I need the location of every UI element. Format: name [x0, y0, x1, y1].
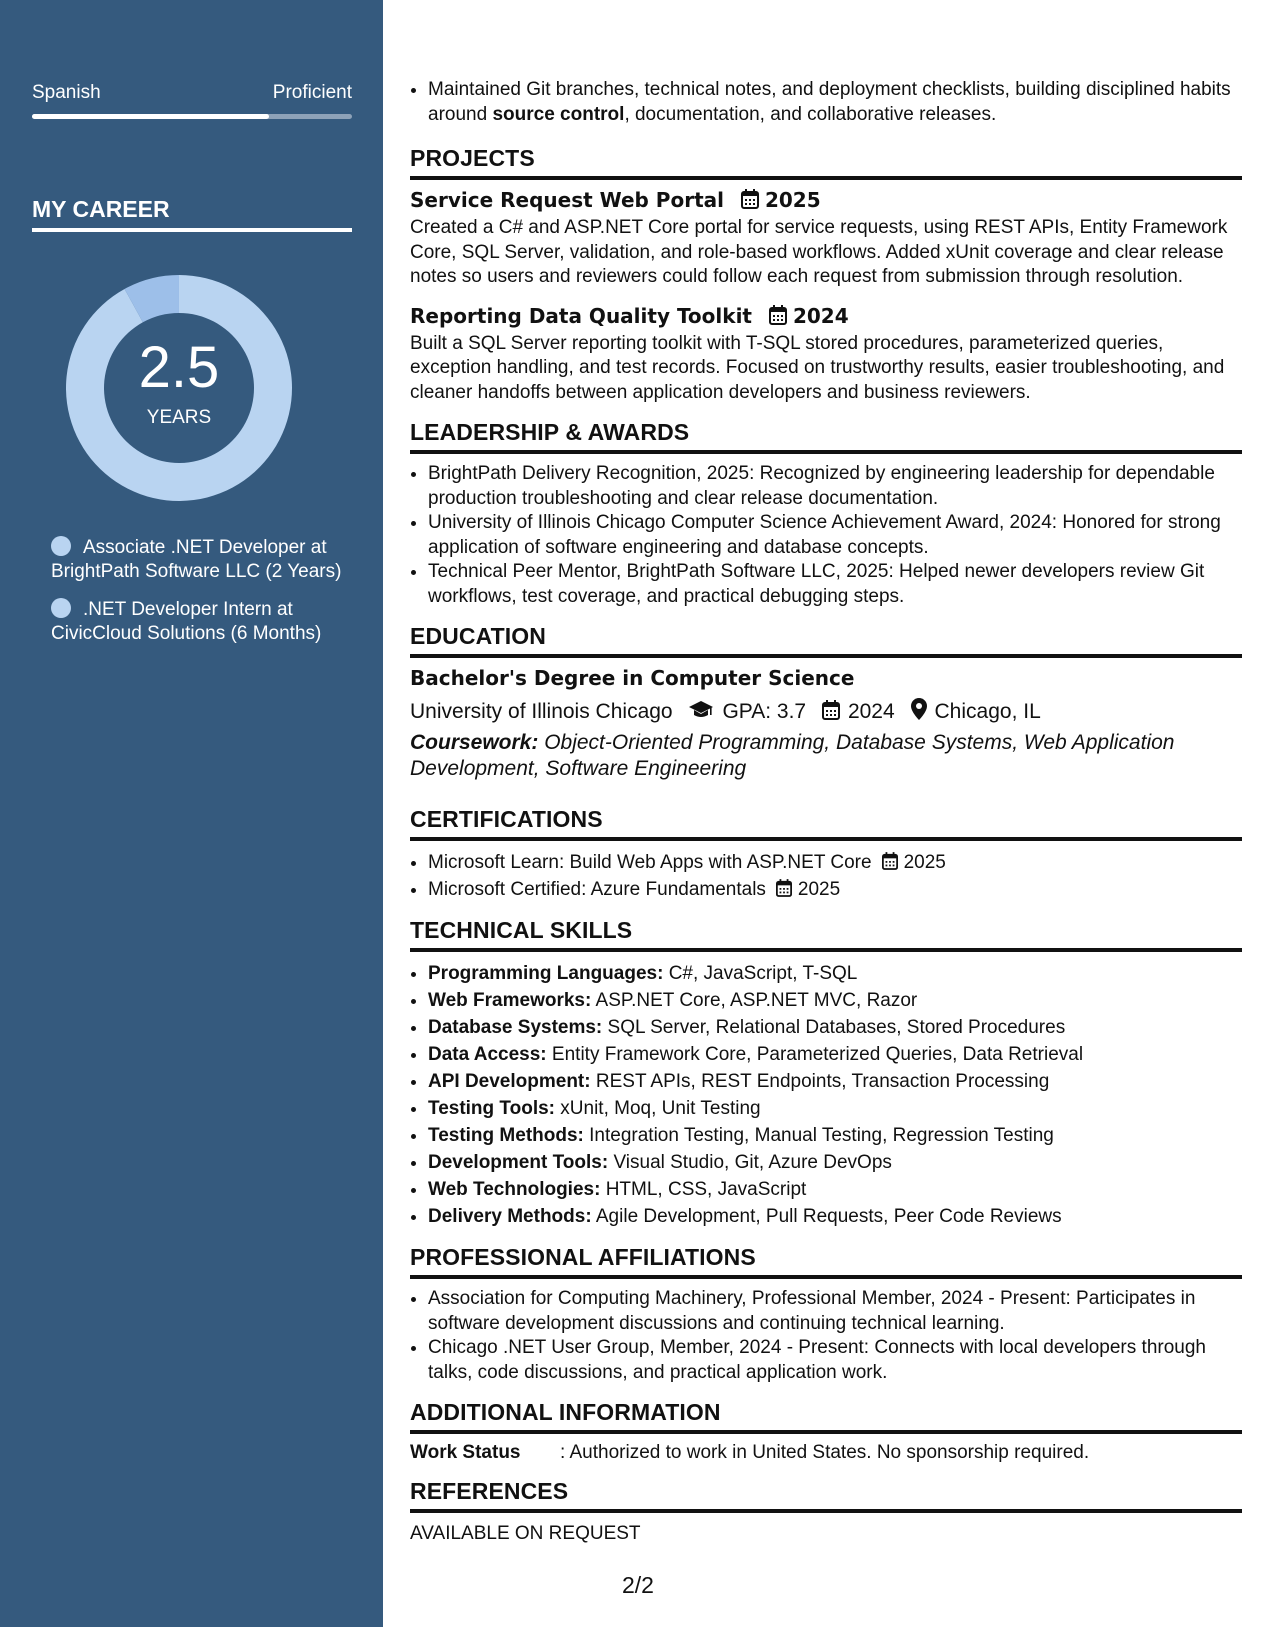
project-description: Created a C# and ASP.NET Core portal for service requests, using REST APIs, Entity Framework Core, SQL Server, validation, and role-based workflows. Added xUnit coverage and clear release notes so users and reviewers could follow each request from submission through resolution. [410, 217, 1228, 287]
skill-value: C#, JavaScript, T-SQL [663, 963, 858, 984]
skill-label: Data Access: [428, 1044, 547, 1065]
coursework-label: Coursework: [410, 731, 539, 754]
skill-item [428, 1122, 1242, 1149]
skill-label: Database Systems: [428, 1017, 603, 1038]
skill-item [428, 987, 1242, 1014]
education-section [410, 609, 1242, 782]
skill-value: Integration Testing, Manual Testing, Regression Testing [583, 1125, 1054, 1146]
career-divider [32, 228, 352, 232]
affiliations-section [410, 1230, 1242, 1385]
list-item: • University of Illinois Chicago Computer Science Achievement Award, 2024: Honored for strong application of software engineering and database concepts. [428, 511, 1242, 560]
calendar-icon [769, 305, 787, 325]
certification-year: 2025 [903, 852, 946, 873]
skill-value: REST APIs, REST Endpoints, Transaction Processing [590, 1071, 1050, 1092]
list-item [428, 849, 1242, 876]
skill-item [428, 1041, 1242, 1068]
work-status-row [410, 1442, 1242, 1464]
references-text: AVAILABLE ON REQUEST [410, 1523, 641, 1544]
education-year: 2024 [847, 700, 895, 723]
main-content [410, 78, 1242, 1545]
bullet-dot-icon [51, 536, 71, 556]
leadership-list [410, 462, 1242, 609]
career-years-value: 2.5 [138, 335, 220, 400]
skill-label: Testing Tools: [428, 1098, 556, 1119]
skill-value: ASP.NET Core, ASP.NET MVC, Razor [591, 990, 918, 1011]
language-level: Proficient [272, 82, 352, 103]
skill-value: HTML, CSS, JavaScript [600, 1179, 807, 1200]
project-description: Built a SQL Server reporting toolkit with T-SQL stored procedures, parameterized queries, exception handling, and test records. Focused on trustworthy results, easier troubleshooting, and cleaner handoffs between application developers and business reviewers. [410, 332, 1225, 403]
career-years-donut [66, 275, 292, 501]
sidebar [0, 0, 383, 1627]
calendar-icon [776, 879, 792, 897]
certification-year: 2025 [797, 879, 841, 900]
certification-name: Microsoft Learn: Build Web Apps with ASP.NET Core [428, 852, 872, 873]
skill-value: Agile Development, Pull Requests, Peer Code Reviews [591, 1206, 1062, 1227]
experience-continued-list [410, 78, 1242, 127]
career-item-text: .NET Developer Intern at CivicCloud Solutions (6 Months) [51, 599, 322, 644]
section-title-education: EDUCATION [410, 609, 1242, 658]
certifications-section [410, 792, 1242, 903]
bullet-text: , documentation, and collaborative releases. [624, 103, 997, 125]
graduation-cap-icon [688, 700, 714, 720]
project-name: Reporting Data Quality Toolkit [410, 303, 752, 328]
language-proficiency-bar [32, 114, 352, 119]
career-list [51, 536, 351, 660]
list-item: • Technical Peer Mentor, BrightPath Software LLC, 2025: Helped newer developers review Git workflows, test coverage, and practical debugging steps. [428, 560, 1242, 609]
section-title-affiliations: PROFESSIONAL AFFILIATIONS [410, 1230, 1242, 1279]
coursework-text: Object-Oriented Programming, Database Systems, Web Application Development, Software Engineering [410, 731, 1175, 780]
skill-label: API Development: [428, 1071, 591, 1092]
project-year: 2024 [792, 303, 849, 328]
section-title-additional-info: ADDITIONAL INFORMATION [410, 1385, 1242, 1434]
skill-item [428, 1203, 1242, 1230]
education-details [410, 698, 1242, 724]
career-item-text: Associate .NET Developer at BrightPath Software LLC (2 Years) [51, 537, 342, 582]
skill-value: xUnit, Moq, Unit Testing [555, 1098, 761, 1119]
project-heading [410, 304, 1242, 328]
skill-item [428, 960, 1242, 987]
skill-value: Visual Studio, Git, Azure DevOps [608, 1152, 892, 1173]
career-item [51, 598, 351, 646]
map-pin-icon [911, 698, 927, 720]
references-section [410, 1464, 1242, 1545]
list-item [428, 78, 1242, 127]
skill-value: Entity Framework Core, Parameterized Queries, Data Retrieval [546, 1044, 1084, 1065]
skill-item [428, 1014, 1242, 1041]
certifications-list [410, 849, 1242, 903]
calendar-icon [741, 189, 759, 209]
project-name: Service Request Web Portal [410, 188, 724, 212]
skill-item [428, 1095, 1242, 1122]
education-coursework [410, 730, 1242, 782]
affiliations-list [410, 1287, 1242, 1385]
work-status-value: : Authorized to work in United States. No sponsorship required. [560, 1442, 1090, 1463]
section-title-leadership: LEADERSHIP & AWARDS [410, 405, 1242, 454]
skill-label: Testing Methods: [428, 1125, 584, 1146]
project-year: 2025 [764, 188, 821, 212]
section-title-projects: PROJECTS [410, 141, 1242, 180]
leadership-section [410, 405, 1242, 609]
bullet-dot-icon [51, 598, 71, 618]
skill-value: SQL Server, Relational Databases, Stored Procedures [602, 1017, 1066, 1038]
skill-label: Web Frameworks: [428, 990, 592, 1011]
education-gpa: GPA: 3.7 [722, 700, 807, 723]
skill-item [428, 1149, 1242, 1176]
career-item [51, 536, 351, 584]
list-item: • BrightPath Delivery Recognition, 2025: Recognized by engineering leadership for dependable production troubleshooting and clear release documentation. [428, 462, 1242, 511]
career-title: MY CAREER [32, 196, 170, 222]
skill-label: Development Tools: [428, 1152, 609, 1173]
skill-label: Delivery Methods: [428, 1206, 592, 1227]
projects-section [410, 141, 1242, 405]
skills-section [410, 903, 1242, 1230]
additional-info-section [410, 1385, 1242, 1464]
skill-item [428, 1068, 1242, 1095]
education-degree: Bachelor's Degree in Computer Science [410, 666, 855, 690]
language-proficiency-fill [32, 114, 269, 119]
skills-list [410, 960, 1242, 1230]
calendar-icon [882, 852, 898, 870]
work-status-label: Work Status [410, 1442, 521, 1463]
calendar-icon [822, 700, 840, 720]
section-title-skills: TECHNICAL SKILLS [410, 903, 1242, 952]
skill-label: Programming Languages: [428, 963, 664, 984]
page-number: 2/2 [622, 1572, 654, 1598]
bullet-bold-text: source control [492, 103, 625, 125]
section-title-references: REFERENCES [410, 1464, 1242, 1513]
list-item: • Association for Computing Machinery, Professional Member, 2024 - Present: Participates in software development discussions and continuing technical learning. [428, 1287, 1242, 1336]
bullet-text: Maintained Git branches, technical notes, and deployment checklists, building disciplined habits around [428, 79, 1231, 125]
section-title-certifications: CERTIFICATIONS [410, 792, 1242, 841]
skill-label: Web Technologies: [428, 1179, 601, 1200]
list-item [428, 876, 1242, 903]
skill-item [428, 1176, 1242, 1203]
language-name: Spanish [32, 82, 101, 103]
list-item: • Chicago .NET User Group, Member, 2024 - Present: Connects with local developers through talks, code discussions, and practical application work. [428, 1336, 1242, 1385]
career-years-unit: YEARS [146, 407, 212, 428]
education-school: University of Illinois Chicago [410, 700, 673, 723]
education-location: Chicago, IL [934, 700, 1041, 723]
project-heading [410, 188, 1242, 212]
certification-name: Microsoft Certified: Azure Fundamentals [428, 879, 766, 900]
